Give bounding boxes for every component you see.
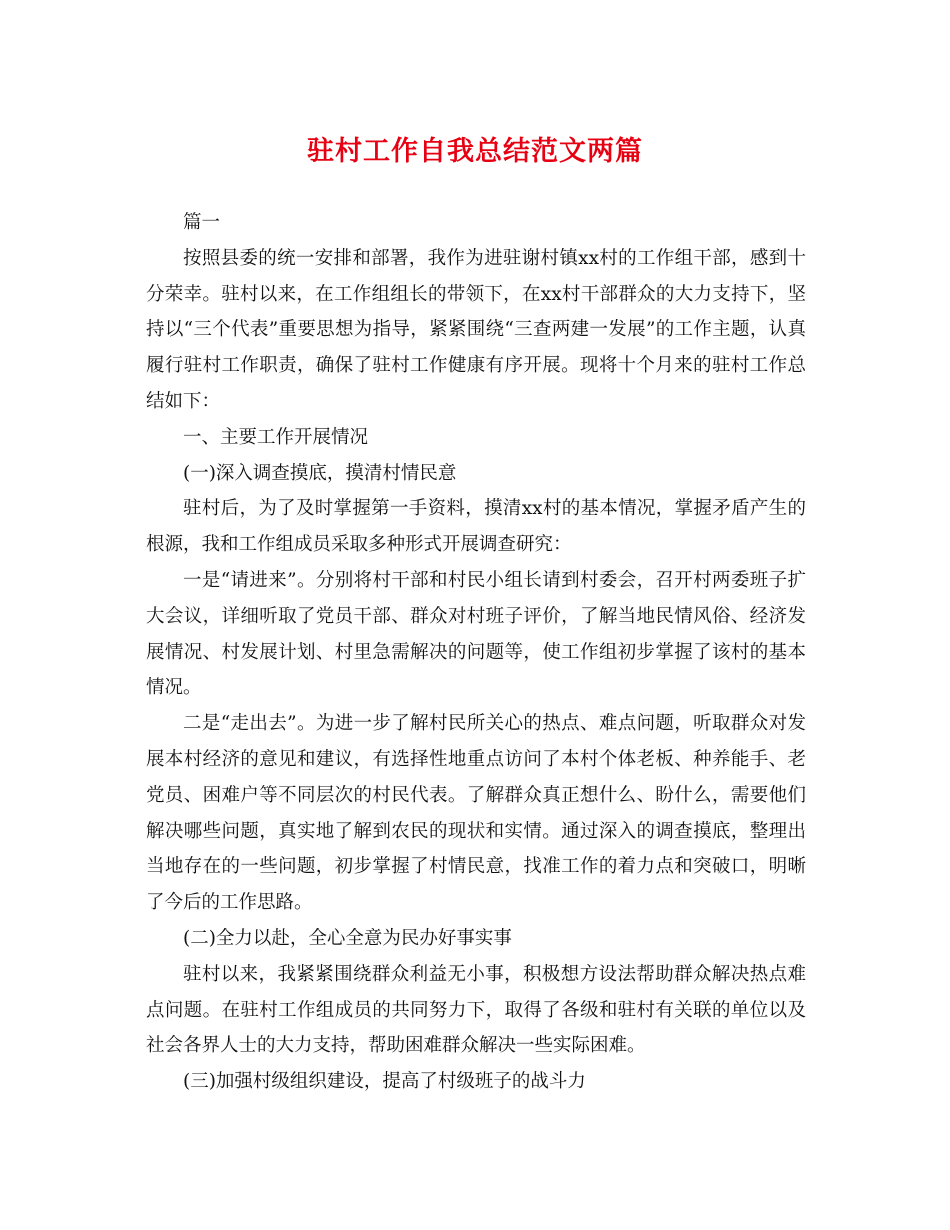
subheading-investigation: (一)深入调查摸底，摸清村情民意 <box>183 462 457 484</box>
subheading-service: (二)全力以赴，全心全意为民办好事实事 <box>183 927 512 949</box>
investigation-paragraph: 驻村后，为了及时掌握第一手资料，摸清xx村的基本情况，掌握矛盾产生的根源，我和工作组成员采取多种形式开展调查研究： <box>146 498 806 556</box>
document-title: 驻村工作自我总结范文两篇 <box>307 136 643 167</box>
subheading-organization: (三)加强村级组织建设，提高了村级班子的战斗力 <box>183 1071 586 1093</box>
intro-paragraph: 按照县委的统一安排和部署，我作为进驻谢村镇xx村的工作组干部，感到十分荣幸。驻村以来，在工作组组长的带领下，在xx村干部群众的大力支持下，坚持以“三个代表”重要思想为指导，紧紧围绕“三查两建一发展”的工作主题，认真履行驻村工作职责，确保了驻村工作健康有序开展。现将十个月来的驻村工作总结如下： <box>146 247 806 412</box>
section-heading-main-work: 一、主要工作开展情况 <box>183 426 369 448</box>
section-label-part-one: 篇一 <box>183 212 221 233</box>
go-out-paragraph: 二是“走出去”。为进一步了解村民所关心的热点、难点问题，听取群众对发展本村经济的意见和建议，有选择性地重点访问了本村个体老板、种养能手、老党员、困难户等不同层次的村民代表。了解群众真正想什么、盼什么，需要他们解决哪些问题，真实地了解到农民的现状和实情。通过深入的调查摸底，整理出当地存在的一些问题，初步掌握了村情民意，找准工作的着力点和突破口，明晰了今后的工作思路。 <box>146 713 806 914</box>
invite-in-paragraph: 一是“请进来”。分别将村干部和村民小组长请到村委会，召开村两委班子扩大会议，详细听取了党员干部、群众对村班子评价，了解当地民情风俗、经济发展情况、村发展计划、村里急需解决的问题等，使工作组初步掌握了该村的基本情况。 <box>146 569 806 699</box>
service-paragraph: 驻村以来，我紧紧围绕群众利益无小事，积极想方设法帮助群众解决热点难点问题。在驻村工作组成员的共同努力下，取得了各级和驻村有关联的单位以及社会各界人士的大力支持，帮助困难群众解决一些实际困难。 <box>146 963 806 1057</box>
document-body <box>146 205 806 1100</box>
